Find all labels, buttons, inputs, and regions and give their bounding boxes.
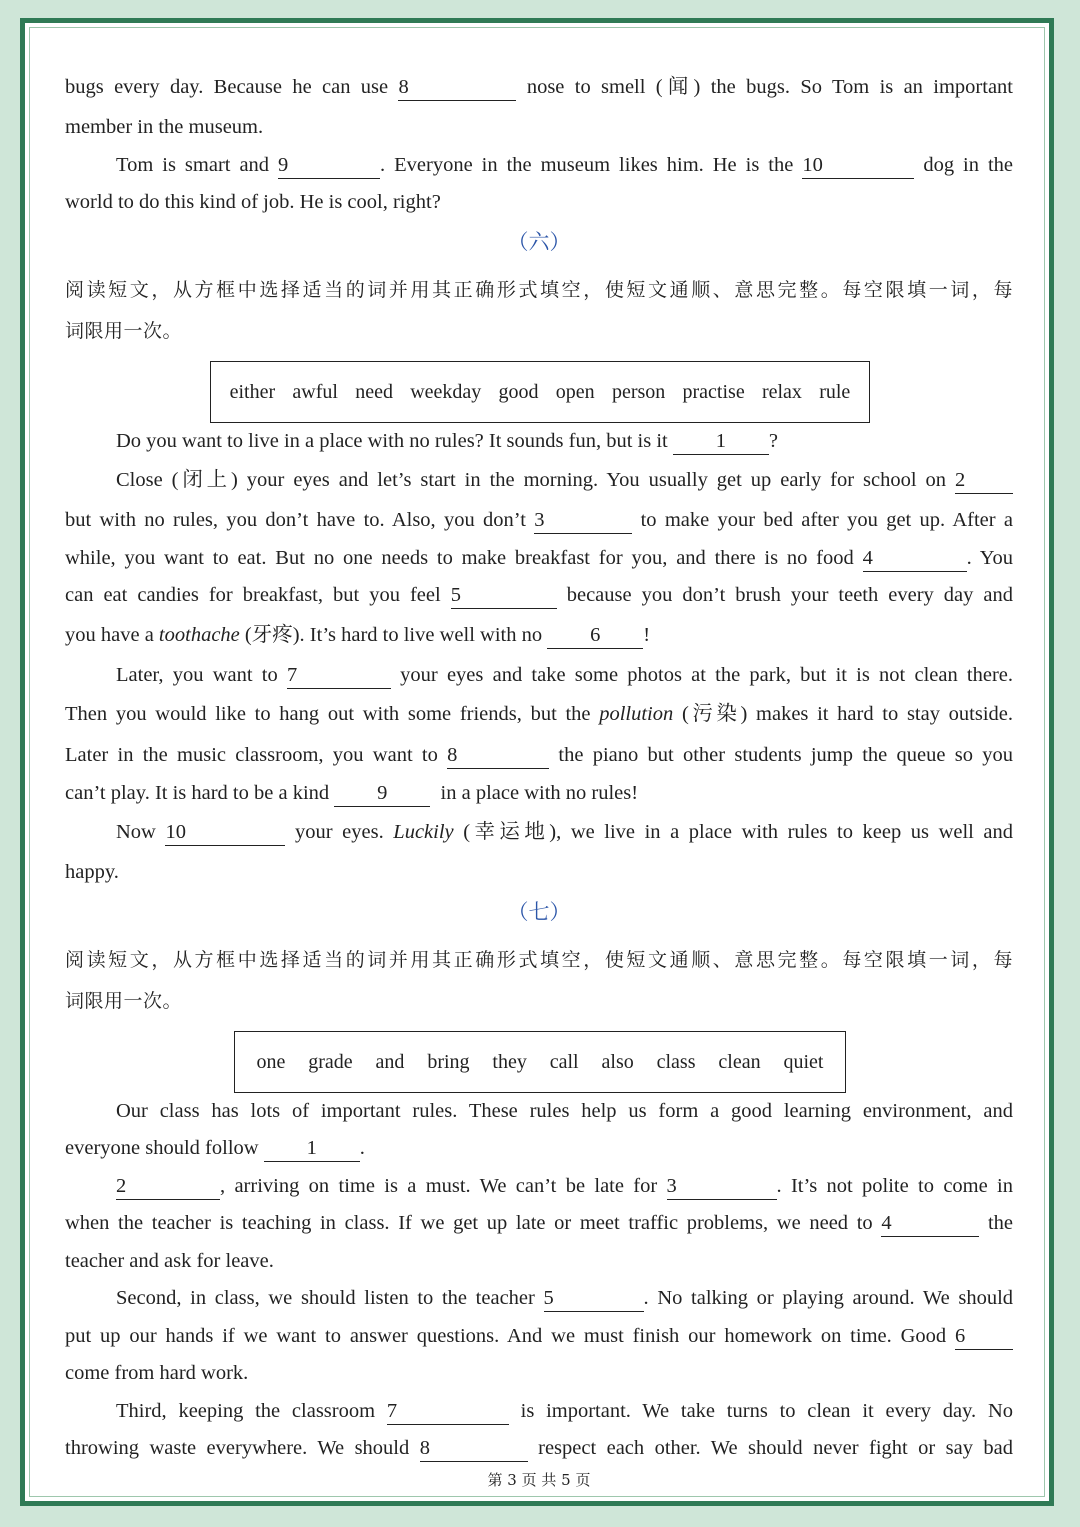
text-line: while, you want to eat. But no one needs to make breakfast for you, and there is no food 4 . You bbox=[65, 543, 1013, 573]
instruction: 阅读短文，从方框中选择适当的词并用其正确形式填空，使短文通顺、意思完整。每空限填一词，每 bbox=[65, 949, 1013, 971]
text-line: throwing waste everywhere. We should 8 respect each other. We should never fight or say bad bbox=[65, 1433, 1013, 1463]
word-box bbox=[234, 1031, 846, 1093]
word-box-item: call bbox=[549, 1050, 579, 1073]
answer-blank[interactable]: 2 bbox=[116, 1175, 220, 1200]
text-line: Close (闭上) your eyes and let’s start in the morning. You usually get up early for school on 2 bbox=[65, 465, 1013, 495]
word-box-item: class bbox=[656, 1050, 696, 1073]
word-box bbox=[210, 361, 870, 423]
text-line: you have a toothache (牙疼). It’s hard to live well with no 6 ! bbox=[65, 620, 1013, 650]
text-line: Then you would like to hang out with some friends, but the pollution (污染) makes it hard to stay outside. bbox=[65, 703, 1014, 725]
text-line: Later in the music classroom, you want to 8 the piano but other students jump the queue so you bbox=[65, 740, 1013, 770]
text-line: put up our hands if we want to answer questions. And we must finish our homework on time. Good 6 bbox=[65, 1321, 1013, 1351]
instruction: 词限用一次。 bbox=[65, 320, 183, 342]
word-box-item: and bbox=[375, 1050, 405, 1073]
text-line: can’t play. It is hard to be a kind 9 in a place with no rules! bbox=[65, 778, 1013, 808]
text-line: Now 10 your eyes. Luckily (幸运地), we live in a place with rules to keep us well and bbox=[65, 817, 1013, 847]
section-title: （七） bbox=[507, 900, 571, 924]
section-title: （六） bbox=[507, 230, 571, 254]
answer-blank[interactable]: 8 bbox=[447, 744, 549, 769]
page-footer: 第 3 页 共 5 页 bbox=[487, 1471, 591, 1489]
word-box-item: weekday bbox=[410, 380, 482, 403]
word-box-item: rule bbox=[819, 380, 851, 403]
text-line: bugs every day. Because he can use 8 nose to smell (闻) the bugs. So Tom is an important bbox=[65, 72, 1013, 102]
text-line: Our class has lots of important rules. These rules help us form a good learning environment, and bbox=[116, 1100, 1013, 1122]
answer-blank[interactable]: 8 bbox=[398, 76, 516, 101]
answer-blank[interactable]: 4 bbox=[863, 547, 967, 572]
text-line: Later, you want to 7 your eyes and take some photos at the park, but it is not clean there. bbox=[65, 660, 1013, 690]
answer-blank[interactable]: 5 bbox=[544, 1287, 644, 1312]
word-box-item: good bbox=[498, 380, 539, 403]
answer-blank[interactable]: 7 bbox=[387, 1400, 509, 1425]
instruction: 词限用一次。 bbox=[65, 990, 183, 1012]
text-line: happy. bbox=[65, 861, 119, 883]
text-line: world to do this kind of job. He is cool, right? bbox=[65, 191, 441, 213]
word-box-item: they bbox=[492, 1050, 527, 1073]
word-box-item: quiet bbox=[783, 1050, 824, 1073]
answer-blank[interactable]: 1 bbox=[673, 430, 769, 455]
instruction: 阅读短文，从方框中选择适当的词并用其正确形式填空，使短文通顺、意思完整。每空限填一词，每 bbox=[65, 279, 1013, 301]
text-line: Second, in class, we should listen to the teacher 5 . No talking or playing around. We should bbox=[65, 1283, 1013, 1313]
answer-blank[interactable]: 6 bbox=[955, 1325, 1013, 1350]
word-box-item: clean bbox=[718, 1050, 761, 1073]
answer-blank[interactable]: 9 bbox=[334, 782, 430, 807]
answer-blank[interactable]: 5 bbox=[451, 584, 557, 609]
page-frame bbox=[20, 18, 1054, 1506]
word-box-item: need bbox=[355, 380, 393, 403]
text-line: 2 , arriving on time is a must. We can’t be late for 3 . It’s not polite to come in bbox=[65, 1171, 1013, 1201]
word-box-item: bring bbox=[427, 1050, 470, 1073]
word-box-item: relax bbox=[761, 380, 802, 403]
answer-blank[interactable]: 4 bbox=[881, 1212, 979, 1237]
text-line: member in the museum. bbox=[65, 116, 264, 138]
text-line: come from hard work. bbox=[65, 1362, 249, 1384]
word-box-item: person bbox=[611, 380, 666, 403]
word-box-item: also bbox=[601, 1050, 634, 1073]
answer-blank[interactable]: 8 bbox=[420, 1437, 528, 1462]
word-box-item: open bbox=[555, 380, 595, 403]
text-line: Third, keeping the classroom 7 is important. We take turns to clean it every day. No bbox=[65, 1396, 1013, 1426]
text-line: Do you want to live in a place with no rules? It sounds fun, but is it 1 ? bbox=[65, 426, 1013, 456]
text-line: but with no rules, you don’t have to. Also, you don’t 3 to make your bed after you get up. After a bbox=[65, 505, 1013, 535]
text-line: teacher and ask for leave. bbox=[65, 1250, 274, 1272]
text-line: Tom is smart and 9 . Everyone in the museum likes him. He is the 10 dog in the bbox=[65, 150, 1013, 180]
text-line: can eat candies for breakfast, but you feel 5 because you don’t brush your teeth every day and bbox=[65, 580, 1013, 610]
word-box-item: one bbox=[256, 1050, 286, 1073]
text-line: when the teacher is teaching in class. If we get up late or meet traffic problems, we need to 4 the bbox=[65, 1208, 1013, 1238]
answer-blank[interactable]: 3 bbox=[534, 509, 632, 534]
word-box-item: awful bbox=[292, 380, 338, 403]
answer-blank[interactable]: 10 bbox=[165, 821, 285, 846]
answer-blank[interactable]: 2 bbox=[955, 469, 1013, 494]
answer-blank[interactable]: 6 bbox=[547, 624, 643, 649]
answer-blank[interactable]: 3 bbox=[667, 1175, 777, 1200]
text-line: everyone should follow 1 . bbox=[65, 1133, 1013, 1163]
word-box-item: grade bbox=[308, 1050, 353, 1073]
answer-blank[interactable]: 7 bbox=[287, 664, 391, 689]
answer-blank[interactable]: 10 bbox=[802, 154, 914, 179]
word-box-item: either bbox=[229, 380, 276, 403]
word-box-item: practise bbox=[682, 380, 745, 403]
answer-blank[interactable]: 1 bbox=[264, 1137, 360, 1162]
answer-blank[interactable]: 9 bbox=[278, 154, 380, 179]
